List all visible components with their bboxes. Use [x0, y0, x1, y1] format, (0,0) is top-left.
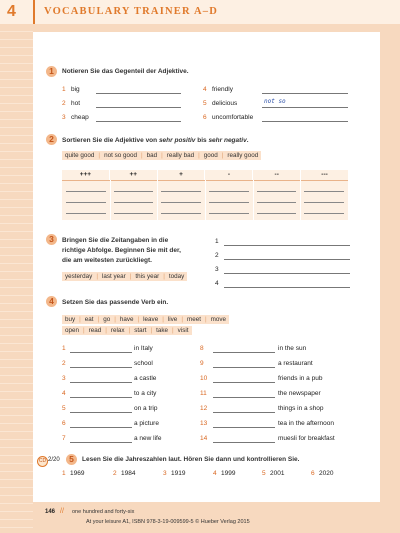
- exercise-3-word-box: [62, 272, 187, 281]
- answer-line[interactable]: [213, 397, 275, 398]
- year-value: 1984: [121, 470, 136, 477]
- verb-chip: leave: [140, 315, 161, 324]
- exercise-1-adjective: hot: [71, 100, 81, 107]
- exercise-4-item-number: 10: [200, 375, 208, 382]
- answer-line[interactable]: [96, 121, 181, 122]
- table-answer-line[interactable]: [209, 191, 249, 192]
- exercise-1-instruction: Notieren Sie das Gegenteil der Adjektive.: [62, 68, 189, 75]
- verb-chip: read: [86, 326, 105, 335]
- year-value: 1969: [70, 470, 85, 477]
- verb-chip: take: [153, 326, 171, 335]
- year-item-number: 3: [163, 470, 167, 477]
- chip-separator: |: [181, 316, 183, 323]
- chip-separator: |: [96, 273, 98, 280]
- year-item-number: 1: [62, 470, 66, 477]
- exercise-4-phrase: things in a shop: [278, 405, 324, 412]
- chip-separator: |: [204, 316, 207, 323]
- exercise-4-item-number: 8: [200, 345, 204, 352]
- word-chip: quite good: [62, 151, 97, 160]
- exercise-3-instruction-line-1: Bringen Sie die Zeitangaben in die: [62, 237, 169, 244]
- table-header-cell: +: [158, 170, 206, 180]
- answer-line[interactable]: [96, 107, 181, 108]
- exercise-1-adjective: cheap: [71, 114, 89, 121]
- table-answer-line[interactable]: [66, 202, 106, 203]
- chip-separator: |: [105, 327, 107, 334]
- exercise-1-item-number: 2: [62, 100, 66, 107]
- word-chip: this year: [132, 272, 162, 281]
- exercise-4-phrase: friends in a pub: [278, 375, 323, 382]
- answer-line[interactable]: [70, 427, 132, 428]
- exercise-4-item-number: 9: [200, 360, 204, 367]
- table-answer-line[interactable]: [114, 202, 154, 203]
- table-header-cell: --: [253, 170, 301, 180]
- exercise-1-adjective: uncomfortable: [212, 114, 254, 121]
- exercise-4-phrase: in the sun: [278, 345, 307, 352]
- chip-separator: |: [172, 327, 174, 334]
- exercise-4-word-box-row-2: [62, 326, 192, 335]
- exercise-4-item-number: 4: [62, 390, 66, 397]
- exercise-4-phrase: a new life: [134, 435, 162, 442]
- chip-separator: |: [98, 152, 101, 159]
- answer-line[interactable]: [70, 397, 132, 398]
- word-chip: today: [166, 272, 187, 281]
- year-value: 2001: [270, 470, 285, 477]
- exercise-4-phrase: on a trip: [134, 405, 158, 412]
- order-line-number: 1: [215, 238, 219, 245]
- table-column-divider: [253, 180, 254, 220]
- chip-separator: |: [129, 273, 132, 280]
- table-header-cell: -: [205, 170, 253, 180]
- exercise-4-phrase: school: [134, 360, 153, 367]
- lined-margin: [0, 24, 33, 533]
- exercise-1-item-number: 1: [62, 86, 66, 93]
- answer-line[interactable]: [70, 367, 132, 368]
- exercise-4-phrase: to a city: [134, 390, 157, 397]
- answer-line[interactable]: [70, 352, 132, 353]
- exercise-4-item-number: 5: [62, 405, 66, 412]
- verb-chip: meet: [184, 315, 204, 324]
- chip-separator: |: [97, 316, 100, 323]
- exercise-1-adjective: delicious: [212, 100, 238, 107]
- verb-chip: buy: [62, 315, 78, 324]
- chip-separator: |: [221, 152, 224, 159]
- answer-line[interactable]: [213, 442, 275, 443]
- exercise-4-item-number: 13: [200, 420, 208, 427]
- year-item-number: 6: [311, 470, 315, 477]
- year-item-number: 5: [262, 470, 266, 477]
- page-number-words: one hundred and forty-six: [72, 509, 135, 515]
- year-value: 1919: [171, 470, 186, 477]
- exercise-4-item-number: 7: [62, 435, 66, 442]
- exercise-1-item-number: 4: [203, 86, 207, 93]
- table-answer-line[interactable]: [114, 213, 154, 214]
- answer-line[interactable]: [224, 259, 350, 260]
- order-line-number: 4: [215, 280, 219, 287]
- order-line-number: 3: [215, 266, 219, 273]
- exercise-2-number: 2: [46, 134, 57, 145]
- exercise-1-item-number: 6: [203, 114, 207, 121]
- header-divider: [33, 0, 35, 24]
- exercise-1-adjective: friendly: [212, 86, 233, 93]
- table-answer-line[interactable]: [257, 191, 297, 192]
- answer-line[interactable]: [262, 93, 348, 94]
- chip-separator: |: [140, 152, 143, 159]
- audio-track-number: 2/20: [48, 457, 60, 463]
- answer-line[interactable]: [70, 442, 132, 443]
- table-answer-line[interactable]: [304, 191, 344, 192]
- answer-line[interactable]: [262, 121, 348, 122]
- word-chip: not so good: [101, 151, 140, 160]
- table-column-divider: [205, 180, 206, 220]
- page-slash: //: [60, 508, 64, 515]
- exercise-4-item-number: 14: [200, 435, 208, 442]
- imprint: At your leisure A1, ISBN 978-3-19-009599-5 © Hueber Verlag 2015: [86, 519, 250, 525]
- verb-chip: start: [131, 326, 149, 335]
- verb-chip: eat: [82, 315, 97, 324]
- answer-line[interactable]: [224, 273, 350, 274]
- chip-separator: |: [150, 327, 153, 334]
- chip-separator: |: [198, 152, 200, 159]
- table-answer-line[interactable]: [304, 213, 344, 214]
- page-number: 146: [45, 509, 56, 515]
- word-chip: good: [201, 151, 221, 160]
- chip-separator: |: [161, 152, 163, 159]
- exercise-1-item-number: 5: [203, 100, 207, 107]
- answer-line[interactable]: [213, 412, 275, 413]
- table-header-cell: ++: [110, 170, 158, 180]
- exercise-3-instruction-line-3: die am weitesten zurückliegt.: [62, 257, 152, 264]
- table-answer-line[interactable]: [257, 202, 297, 203]
- table-answer-line[interactable]: [161, 213, 201, 214]
- exercise-4-item-number: 6: [62, 420, 66, 427]
- page-title: VOCABULARY TRAINER A–D: [44, 6, 219, 17]
- verb-chip: live: [165, 315, 180, 324]
- exercise-4-number: 4: [46, 296, 57, 307]
- table-answer-line[interactable]: [66, 191, 106, 192]
- exercise-4-phrase: muesli for breakfast: [278, 435, 335, 442]
- table-column-divider: [157, 180, 158, 220]
- table-answer-line[interactable]: [209, 213, 249, 214]
- answer-line[interactable]: [262, 107, 348, 108]
- word-chip: bad: [144, 151, 161, 160]
- audio-cd-icon[interactable]: CD: [37, 456, 48, 467]
- verb-chip: move: [208, 315, 229, 324]
- exercise-2-word-box: [62, 151, 261, 160]
- exercise-4-phrase: in Italy: [134, 345, 153, 352]
- word-chip: really bad: [164, 151, 197, 160]
- answer-line[interactable]: [96, 93, 181, 94]
- exercise-4-instruction: Setzen Sie das passende Verb ein.: [62, 299, 169, 306]
- table-answer-line[interactable]: [161, 202, 201, 203]
- table-answer-line[interactable]: [209, 202, 249, 203]
- exercise-1-adjective: big: [71, 86, 80, 93]
- answer-line[interactable]: [213, 382, 275, 383]
- exercise-4-phrase: tea in the afternoon: [278, 420, 335, 427]
- exercise-4-item-number: 11: [200, 390, 207, 397]
- exercise-5-instruction: Lesen Sie die Jahreszahlen laut. Hören Sie dann und kontrollieren Sie.: [82, 456, 300, 463]
- exercise-3-number: 3: [46, 234, 57, 245]
- verb-chip: have: [117, 315, 137, 324]
- answer-line[interactable]: [224, 245, 350, 246]
- answer-line[interactable]: [224, 287, 350, 288]
- sorting-table: [62, 170, 348, 220]
- handwritten-answer: not so: [264, 98, 286, 105]
- chip-separator: |: [137, 316, 140, 323]
- year-value: 1999: [221, 470, 236, 477]
- table-answer-line[interactable]: [304, 202, 344, 203]
- verb-chip: open: [62, 326, 82, 335]
- answer-line[interactable]: [70, 382, 132, 383]
- exercise-2-instruction: Sortieren Sie die Adjektive von sehr positiv bis sehr negativ.: [62, 137, 249, 144]
- word-chip: really good: [224, 151, 261, 160]
- chip-separator: |: [79, 316, 81, 323]
- page-header: [0, 0, 400, 24]
- chip-separator: |: [128, 327, 131, 334]
- chapter-number: 4: [7, 3, 16, 20]
- chip-separator: |: [83, 327, 85, 334]
- year-value: 2020: [319, 470, 334, 477]
- exercise-4-phrase: a restaurant: [278, 360, 313, 367]
- chip-separator: |: [163, 273, 165, 280]
- exercise-4-item-number: 2: [62, 360, 66, 367]
- exercise-4-phrase: the newspaper: [278, 390, 321, 397]
- exercise-4-phrase: a picture: [134, 420, 159, 427]
- chip-separator: |: [114, 316, 116, 323]
- chip-separator: |: [162, 316, 164, 323]
- word-chip: last year: [99, 272, 129, 281]
- verb-chip: relax: [108, 326, 128, 335]
- exercise-4-phrase: a castle: [134, 375, 157, 382]
- exercise-1-item-number: 3: [62, 114, 66, 121]
- answer-line[interactable]: [213, 367, 275, 368]
- table-header-cell: +++: [62, 170, 110, 180]
- exercise-3-instruction-line-2: richtige Abfolge. Beginnen Sie mit der,: [62, 247, 181, 254]
- table-answer-line[interactable]: [66, 213, 106, 214]
- table-answer-line[interactable]: [257, 213, 297, 214]
- verb-chip: visit: [175, 326, 192, 335]
- exercise-1-number: 1: [46, 66, 57, 77]
- verb-chip: go: [100, 315, 113, 324]
- year-item-number: 2: [113, 470, 117, 477]
- answer-line[interactable]: [70, 412, 132, 413]
- exercise-4-item-number: 1: [62, 345, 66, 352]
- exercise-4-word-box-row-1: [62, 315, 229, 324]
- year-item-number: 4: [213, 470, 217, 477]
- table-column-divider: [300, 180, 301, 220]
- exercise-4-item-number: 12: [200, 405, 208, 412]
- order-line-number: 2: [215, 252, 219, 259]
- table-answer-line[interactable]: [161, 191, 201, 192]
- exercise-5-number: 5: [66, 454, 77, 465]
- table-column-divider: [110, 180, 111, 220]
- answer-line[interactable]: [213, 427, 275, 428]
- table-answer-line[interactable]: [114, 191, 154, 192]
- answer-line[interactable]: [213, 352, 275, 353]
- word-chip: yesterday: [62, 272, 95, 281]
- exercise-4-item-number: 3: [62, 375, 66, 382]
- table-header-cell: ---: [321, 171, 328, 178]
